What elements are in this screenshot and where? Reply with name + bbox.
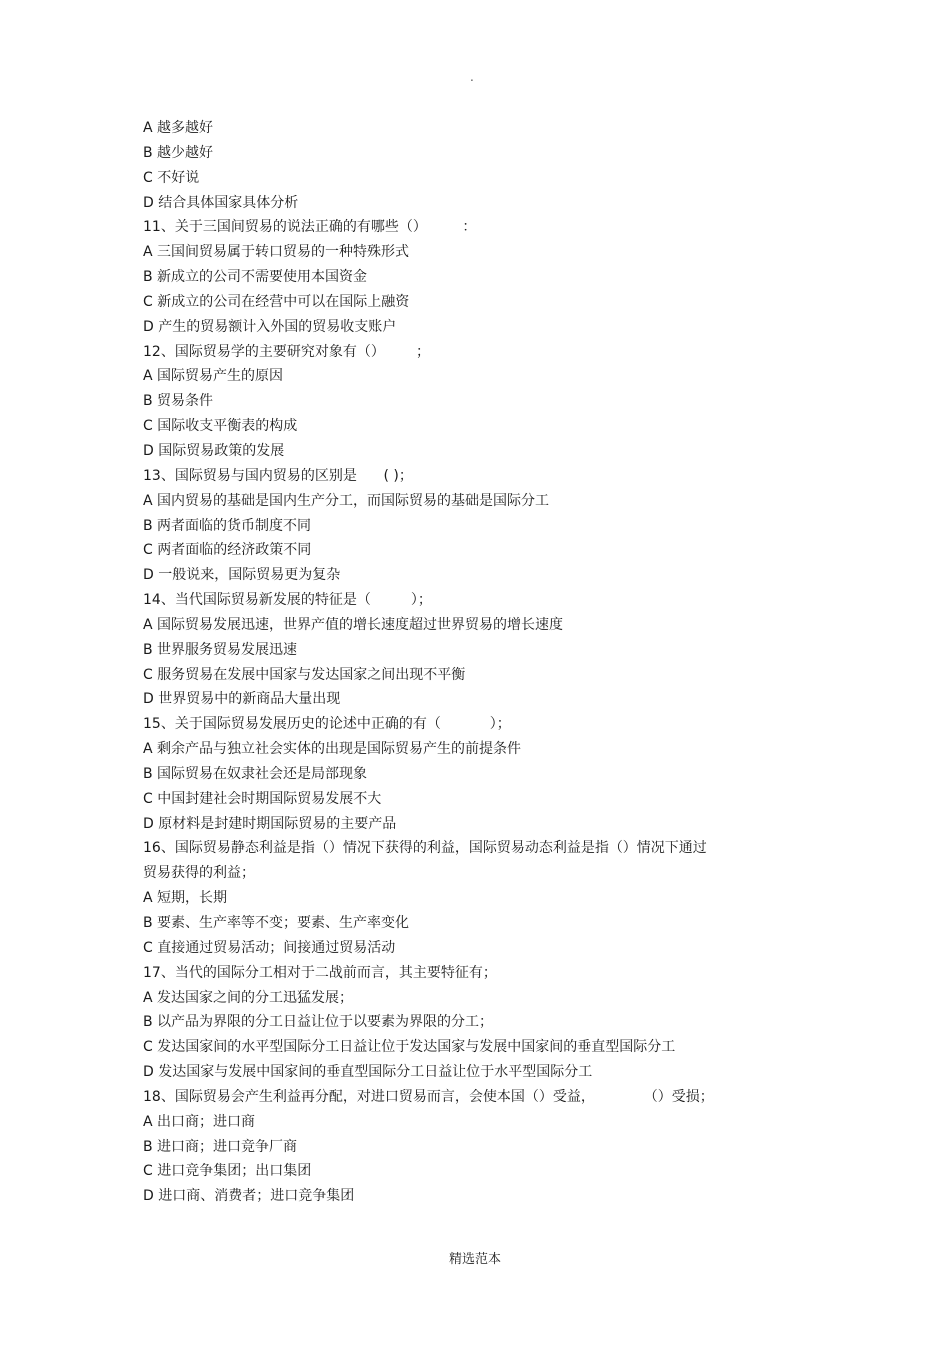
question-17: 17、当代的国际分工相对于二战前而言，其主要特征有；: [143, 964, 497, 981]
option-line: B 越少越好: [143, 144, 214, 161]
option-line: A 发达国家之间的分工迅猛发展；: [143, 989, 354, 1006]
option-line: D 发达国家与发展中国家间的垂直型国际分工日益让位于水平型国际分工: [143, 1064, 593, 1081]
page-footer: 精选范本: [448, 1252, 501, 1267]
option-line: D 原材料是封建时期国际贸易的主要产品: [143, 815, 397, 832]
option-line: B 贸易条件: [143, 393, 214, 410]
option-line: D 国际贸易政策的发展: [143, 442, 285, 459]
document-body: [143, 116, 783, 1209]
option-line: A 出口商；进口商: [143, 1113, 256, 1130]
option-line: B 世界服务贸易发展迅速: [143, 641, 298, 658]
question-13: 13、国际贸易与国内贸易的区别是 ( )；: [143, 467, 413, 484]
option-line: B 要素、生产率等不变；要素、生产率变化: [143, 915, 410, 931]
option-line: A 越多越好: [143, 120, 214, 136]
option-line: D 产生的贸易额计入外国的贸易收支账户: [143, 318, 397, 335]
option-line: B 以产品为界限的分工日益让位于以要素为界限的分工；: [143, 1014, 494, 1031]
option-line: C 新成立的公司在经营中可以在国际上融资: [143, 293, 410, 310]
option-line: D 世界贸易中的新商品大量出现: [143, 691, 341, 708]
question-18: 18、国际贸易会产生利益再分配，对进口贸易而言，会使本国（）受益， （）受损；: [143, 1088, 714, 1105]
option-line: C 进口竞争集团；出口集团: [143, 1163, 312, 1180]
option-line: A 国内贸易的基础是国内生产分工，而国际贸易的基础是国际分工: [143, 492, 550, 509]
option-line: C 中国封建社会时期国际贸易发展不大: [143, 790, 382, 807]
option-line: C 不好说: [143, 169, 200, 186]
option-line: B 两者面临的货币制度不同: [143, 517, 312, 534]
question-16: 16、国际贸易静态利益是指（）情况下获得的利益，国际贸易动态利益是指（）情况下通过: [143, 840, 707, 857]
option-line: A 国际贸易发展迅速，世界产值的增长速度超过世界贸易的增长速度: [143, 616, 564, 633]
option-line: C 服务贸易在发展中国家与发达国家之间出现不平衡: [143, 666, 466, 683]
question-12: 12、国际贸易学的主要研究对象有（） ；: [143, 343, 430, 360]
option-line: A 剩余产品与独立社会实体的出现是国际贸易产生的前提条件: [143, 741, 522, 758]
page-header-mark: .: [470, 70, 474, 84]
option-line: A 短期，长期: [143, 890, 228, 907]
option-line: B 国际贸易在奴隶社会还是局部现象: [143, 765, 368, 782]
question-14: 14、当代国际贸易新发展的特征是（ ）；: [143, 592, 432, 609]
option-line: C 两者面临的经济政策不同: [143, 542, 312, 559]
option-line: A 三国间贸易属于转口贸易的一种特殊形式: [143, 244, 410, 261]
option-line: A 国际贸易产生的原因: [143, 368, 284, 385]
option-line: B 新成立的公司不需要使用本国资金: [143, 269, 368, 286]
question-11: 11、关于三国间贸易的说法正确的有哪些（） ：: [143, 219, 477, 236]
option-line: B 进口商；进口竞争厂商: [143, 1138, 298, 1155]
option-line: D 进口商、消费者；进口竞争集团: [143, 1188, 355, 1205]
option-line: C 直接通过贸易活动；间接通过贸易活动: [143, 939, 396, 956]
option-line: C 发达国家间的水平型国际分工日益让位于发达国家与发展中国家间的垂直型国际分工: [143, 1039, 676, 1056]
option-line: D 一般说来，国际贸易更为复杂: [143, 567, 341, 584]
option-line: D 结合具体国家具体分析: [143, 194, 299, 211]
question-15: 15、关于国际贸易发展历史的论述中正确的有（ ）；: [143, 716, 511, 733]
question-16-continued: 贸易获得的利益；: [143, 865, 255, 882]
option-line: C 国际收支平衡表的构成: [143, 418, 298, 435]
